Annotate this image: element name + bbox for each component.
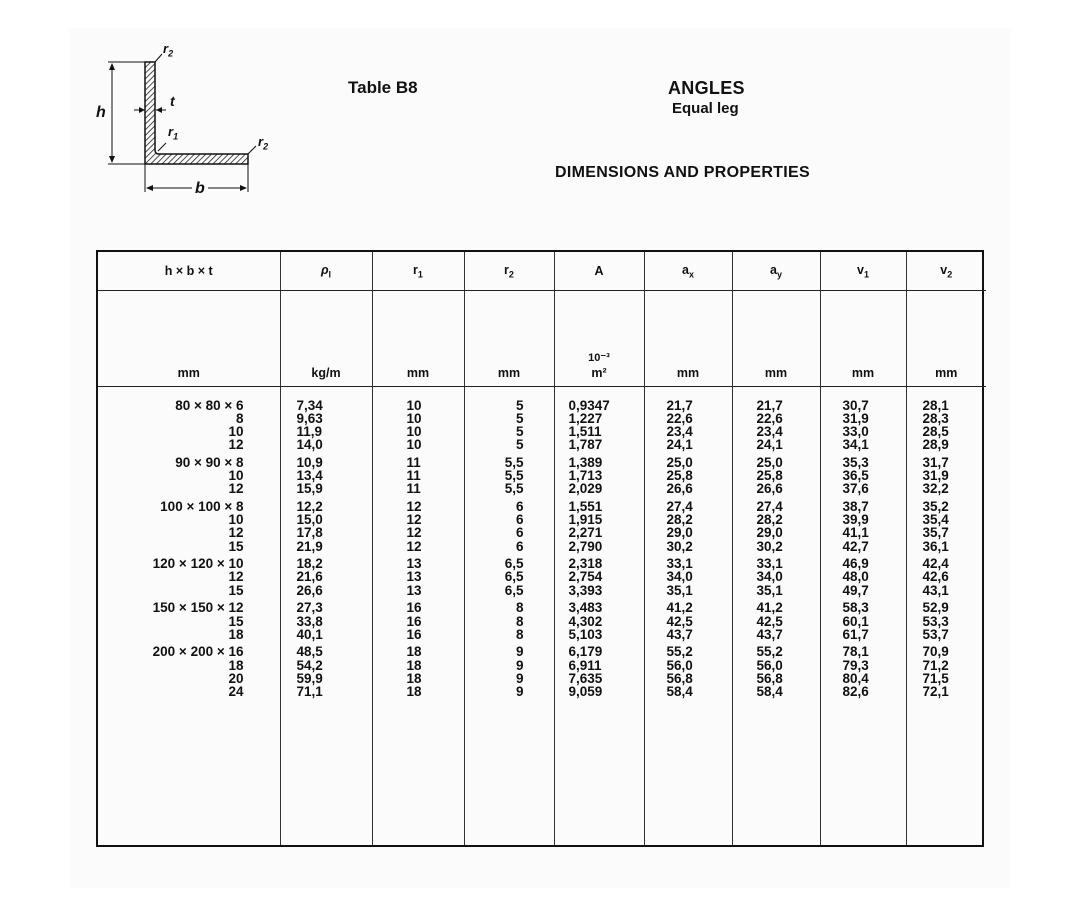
cell-A: 1,713 xyxy=(568,468,603,484)
cell-r1: 10 xyxy=(406,423,422,439)
unit-size: mm xyxy=(98,290,280,386)
cell-v1: 34,1 xyxy=(842,437,869,453)
group-0-v2 xyxy=(923,399,987,452)
cell-rho: 9,63 xyxy=(296,410,323,426)
cell-A: 9,059 xyxy=(568,684,603,700)
cell-ay: 41,2 xyxy=(756,600,783,616)
cell-v1: 82,6 xyxy=(842,684,869,700)
cell-A: 2,754 xyxy=(568,569,603,585)
cell-ax: 28,2 xyxy=(666,512,693,528)
group-2-rho xyxy=(297,500,372,553)
cell-sizes: 12 xyxy=(228,569,244,585)
cell-ay: 34,0 xyxy=(756,569,783,585)
group-3-sizes xyxy=(98,557,244,597)
col-rho-header: $\rho_l$ xyxy=(280,252,372,290)
cell-v1: 33,0 xyxy=(842,423,869,439)
cell-v2: 35,4 xyxy=(922,512,949,528)
group-5-r2 xyxy=(465,645,524,698)
cell-ay: 30,2 xyxy=(756,538,783,554)
cell-sizes: 10 xyxy=(228,512,244,528)
cell-r1: 18 xyxy=(406,644,422,660)
cell-v1: 79,3 xyxy=(842,657,869,673)
cell-ay: 42,5 xyxy=(756,613,783,629)
cell-v2: 31,9 xyxy=(922,468,949,484)
label-b: b xyxy=(192,180,208,198)
cell-r2: 6,5 xyxy=(504,569,524,585)
group-3-rho xyxy=(297,557,372,597)
cell-v1: 30,7 xyxy=(842,397,869,413)
group-2-v2 xyxy=(923,500,987,553)
group-4-ax xyxy=(667,601,732,641)
cell-ax: 27,4 xyxy=(666,498,693,514)
cell-sizes: 8 xyxy=(235,410,244,426)
cell-rho: 59,9 xyxy=(296,670,323,686)
group-1-v1 xyxy=(843,456,906,496)
label-r2-right: $r_2$ xyxy=(258,134,269,152)
cell-r1: 13 xyxy=(406,569,422,585)
cell-rho: 15,0 xyxy=(296,512,323,528)
group-5-v1 xyxy=(843,645,906,698)
cell-sizes: 12 xyxy=(228,437,244,453)
cell-v2: 28,5 xyxy=(922,423,949,439)
group-4-r2 xyxy=(465,601,524,641)
cell-sizes: 100 × 100 × 8 xyxy=(160,498,244,514)
cell-ax: 24,1 xyxy=(666,437,693,453)
group-0-A xyxy=(569,399,644,452)
group-4-r1 xyxy=(407,601,464,641)
cell-sizes: 10 xyxy=(228,423,244,439)
cell-ay: 25,8 xyxy=(756,468,783,484)
cell-ay: 25,0 xyxy=(756,454,783,470)
cell-v2: 52,9 xyxy=(922,600,949,616)
cell-v2: 43,1 xyxy=(922,582,949,598)
cell-v2: 71,2 xyxy=(922,657,949,673)
group-1-v2 xyxy=(923,456,987,496)
cell-ay: 35,1 xyxy=(756,582,783,598)
group-5-rho xyxy=(297,645,372,698)
cell-r1: 10 xyxy=(406,410,422,426)
cell-ax: 26,6 xyxy=(666,481,693,497)
col-rho xyxy=(280,386,372,845)
cell-v1: 35,3 xyxy=(842,454,869,470)
cell-r1: 16 xyxy=(406,600,422,616)
cell-A: 3,393 xyxy=(568,582,603,598)
cell-ax: 25,8 xyxy=(666,468,693,484)
cell-sizes: 150 × 150 × 12 xyxy=(152,600,244,616)
cell-ay: 56,0 xyxy=(756,657,783,673)
col-ay xyxy=(732,386,820,845)
cell-v2: 28,3 xyxy=(922,410,949,426)
group-4-A xyxy=(569,601,644,641)
cell-A: 5,103 xyxy=(568,626,603,642)
cell-r2: 6 xyxy=(515,538,524,554)
cell-ay: 29,0 xyxy=(756,525,783,541)
header-unit-row xyxy=(98,290,986,386)
unit-r2: mm xyxy=(464,290,554,386)
cell-v1: 49,7 xyxy=(842,582,869,598)
cell-r1: 18 xyxy=(406,657,422,673)
cell-v2: 35,2 xyxy=(922,498,949,514)
cell-ax: 43,7 xyxy=(666,626,693,642)
cell-r2: 6 xyxy=(515,498,524,514)
cell-r2: 9 xyxy=(515,644,524,660)
cell-ax: 21,7 xyxy=(666,397,693,413)
cell-ay: 43,7 xyxy=(756,626,783,642)
group-3-r2 xyxy=(465,557,524,597)
cell-A: 1,551 xyxy=(568,498,603,514)
group-1-rho xyxy=(297,456,372,496)
cell-A: 6,911 xyxy=(568,657,602,673)
cell-v1: 78,1 xyxy=(842,644,869,660)
group-4-ay xyxy=(757,601,820,641)
group-5-sizes xyxy=(98,645,244,698)
cell-v2: 28,9 xyxy=(922,437,949,453)
col-ay-header: $a_y$ xyxy=(732,252,820,290)
cell-v1: 42,7 xyxy=(842,538,869,554)
cell-v2: 53,7 xyxy=(922,626,949,642)
cell-ay: 21,7 xyxy=(756,397,783,413)
group-4-sizes xyxy=(98,601,244,641)
cell-ax: 29,0 xyxy=(666,525,693,541)
cell-r2: 6 xyxy=(515,525,524,541)
cell-A: 0,9347 xyxy=(568,397,610,413)
cell-v2: 31,7 xyxy=(922,454,949,470)
cell-ax: 25,0 xyxy=(666,454,693,470)
cell-rho: 15,9 xyxy=(296,481,323,497)
cell-rho: 7,34 xyxy=(296,397,323,413)
cell-v1: 48,0 xyxy=(842,569,869,585)
cell-A: 2,029 xyxy=(568,481,603,497)
group-5-A xyxy=(569,645,644,698)
cell-rho: 17,8 xyxy=(296,525,323,541)
col-ax xyxy=(644,386,732,845)
group-2-ay xyxy=(757,500,820,553)
cell-r1: 18 xyxy=(406,684,422,700)
group-5-ax xyxy=(667,645,732,698)
cell-v1: 39,9 xyxy=(842,512,869,528)
cell-r1: 12 xyxy=(406,498,422,514)
cell-v2: 53,3 xyxy=(922,613,949,629)
cell-v1: 38,7 xyxy=(842,498,869,514)
cell-r2: 6 xyxy=(515,512,524,528)
cell-r1: 16 xyxy=(406,626,422,642)
cell-rho: 27,3 xyxy=(296,600,323,616)
cell-sizes: 15 xyxy=(228,613,244,629)
group-4-v2 xyxy=(923,601,987,641)
cell-v1: 58,3 xyxy=(842,600,869,616)
cell-rho: 21,6 xyxy=(296,569,323,585)
cell-rho: 48,5 xyxy=(296,644,323,660)
col-v2 xyxy=(906,386,986,845)
cell-r1: 18 xyxy=(406,670,422,686)
cell-v1: 41,1 xyxy=(842,525,869,541)
cell-v1: 31,9 xyxy=(842,410,869,426)
cell-A: 6,179 xyxy=(568,644,603,660)
cell-ay: 24,1 xyxy=(756,437,783,453)
col-ax-header: $a_x$ xyxy=(644,252,732,290)
cell-ay: 22,6 xyxy=(756,410,783,426)
table-body-row xyxy=(98,386,986,845)
cell-r2: 9 xyxy=(515,684,524,700)
cell-r1: 11 xyxy=(406,481,421,497)
label-r2-top: $r_2$ xyxy=(163,41,174,59)
col-r1 xyxy=(372,386,464,845)
cell-r2: 8 xyxy=(515,626,524,642)
group-2-r1 xyxy=(407,500,464,553)
cell-r2: 9 xyxy=(515,670,524,686)
cell-v2: 36,1 xyxy=(922,538,949,554)
group-2-A xyxy=(569,500,644,553)
cell-sizes: 18 xyxy=(228,657,244,673)
cell-ax: 56,0 xyxy=(666,657,693,673)
cell-v2: 72,1 xyxy=(922,684,949,700)
group-3-ay xyxy=(757,557,820,597)
group-0-rho xyxy=(297,399,372,452)
cell-ax: 34,0 xyxy=(666,569,693,585)
header-symbol-row xyxy=(98,252,986,290)
cell-A: 1,511 xyxy=(568,423,602,439)
cell-ax: 35,1 xyxy=(666,582,693,598)
page-subtitle: Equal leg xyxy=(672,100,739,117)
cell-sizes: 10 xyxy=(228,468,244,484)
cell-v1: 61,7 xyxy=(842,626,869,642)
col-v1 xyxy=(820,386,906,845)
cell-A: 2,318 xyxy=(568,556,603,572)
cell-r2: 6,5 xyxy=(504,582,524,598)
cell-sizes: 15 xyxy=(228,538,244,554)
cell-ay: 27,4 xyxy=(756,498,783,514)
cell-A: 2,271 xyxy=(568,525,603,541)
cell-r1: 12 xyxy=(406,538,422,554)
cell-r1: 10 xyxy=(406,397,422,413)
cell-sizes: 15 xyxy=(228,582,244,598)
cell-ax: 42,5 xyxy=(666,613,693,629)
cell-ay: 55,2 xyxy=(756,644,783,660)
cell-v2: 42,4 xyxy=(922,556,949,572)
cell-rho: 14,0 xyxy=(296,437,323,453)
cell-rho: 33,8 xyxy=(296,613,323,629)
group-0-v1 xyxy=(843,399,906,452)
group-0-ay xyxy=(757,399,820,452)
cell-r1: 11 xyxy=(406,468,421,484)
cell-r2: 5,5 xyxy=(504,468,524,484)
unit-A: 10⁻³ m² xyxy=(554,290,644,386)
group-0-ax xyxy=(667,399,732,452)
cell-v2: 42,6 xyxy=(922,569,949,585)
group-3-v2 xyxy=(923,557,987,597)
col-v1-header: $v_1$ xyxy=(820,252,906,290)
group-4-rho xyxy=(297,601,372,641)
col-r2-header: $r_2$ xyxy=(464,252,554,290)
cell-ax: 23,4 xyxy=(666,423,693,439)
col-A xyxy=(554,386,644,845)
cell-A: 1,915 xyxy=(568,512,603,528)
cell-r2: 5 xyxy=(515,423,524,439)
cell-ax: 33,1 xyxy=(666,556,693,572)
properties-table-frame xyxy=(96,250,984,847)
cell-rho: 18,2 xyxy=(296,556,323,572)
cell-A: 7,635 xyxy=(568,670,603,686)
cell-r1: 12 xyxy=(406,512,422,528)
cell-r1: 16 xyxy=(406,613,422,629)
properties-table xyxy=(98,252,986,845)
section-title: DIMENSIONS AND PROPERTIES xyxy=(555,164,810,181)
label-t: t xyxy=(170,93,175,109)
cell-ax: 41,2 xyxy=(666,600,693,616)
cell-ax: 55,2 xyxy=(666,644,693,660)
cell-A: 4,302 xyxy=(568,613,603,629)
cell-ax: 22,6 xyxy=(666,410,693,426)
cell-sizes: 80 × 80 × 6 xyxy=(175,397,244,413)
cell-v2: 35,7 xyxy=(922,525,949,541)
cell-A: 1,787 xyxy=(568,437,603,453)
unit-r1: mm xyxy=(372,290,464,386)
cell-r2: 6,5 xyxy=(504,556,524,572)
group-3-A xyxy=(569,557,644,597)
cell-rho: 10,9 xyxy=(296,454,323,470)
group-5-v2 xyxy=(923,645,987,698)
cell-v1: 60,1 xyxy=(842,613,869,629)
cell-v2: 70,9 xyxy=(922,644,949,660)
col-r2 xyxy=(464,386,554,845)
group-1-sizes xyxy=(98,456,244,496)
cell-v2: 32,2 xyxy=(922,481,949,497)
cell-rho: 26,6 xyxy=(296,582,323,598)
group-1-ax xyxy=(667,456,732,496)
cell-r2: 9 xyxy=(515,657,524,673)
cell-r1: 13 xyxy=(406,556,422,572)
cell-rho: 21,9 xyxy=(296,538,323,554)
cell-r2: 5,5 xyxy=(504,481,524,497)
cell-r1: 11 xyxy=(406,454,421,470)
unit-ay: mm xyxy=(732,290,820,386)
cell-r2: 8 xyxy=(515,613,524,629)
cell-r2: 8 xyxy=(515,600,524,616)
cell-ax: 30,2 xyxy=(666,538,693,554)
cell-sizes: 12 xyxy=(228,481,244,497)
cell-sizes: 200 × 200 × 16 xyxy=(152,644,244,660)
table-number: Table B8 xyxy=(348,78,418,97)
unit-v2: mm xyxy=(906,290,986,386)
cell-ax: 56,8 xyxy=(666,670,693,686)
cell-v2: 28,1 xyxy=(922,397,949,413)
group-4-v1 xyxy=(843,601,906,641)
col-A-header: A xyxy=(554,252,644,290)
cell-rho: 12,2 xyxy=(296,498,323,514)
cell-r1: 12 xyxy=(406,525,422,541)
group-5-r1 xyxy=(407,645,464,698)
cell-rho: 13,4 xyxy=(296,468,323,484)
group-1-A xyxy=(569,456,644,496)
cell-A: 2,790 xyxy=(568,538,603,554)
angle-section-diagram xyxy=(100,50,270,200)
group-1-ay xyxy=(757,456,820,496)
cell-v1: 37,6 xyxy=(842,481,869,497)
unit-rho: kg/m xyxy=(280,290,372,386)
unit-v1: mm xyxy=(820,290,906,386)
cell-rho: 71,1 xyxy=(296,684,323,700)
cell-r2: 5 xyxy=(515,437,524,453)
multiplier-A: 10⁻³ xyxy=(588,351,610,364)
cell-r1: 10 xyxy=(406,437,422,453)
cell-sizes: 18 xyxy=(228,626,244,642)
group-0-r2 xyxy=(465,399,524,452)
group-0-r1 xyxy=(407,399,464,452)
cell-v1: 46,9 xyxy=(842,556,869,572)
cell-sizes: 90 × 90 × 8 xyxy=(175,454,244,470)
cell-ay: 23,4 xyxy=(756,423,783,439)
cell-ay: 58,4 xyxy=(756,684,783,700)
cell-ay: 28,2 xyxy=(756,512,783,528)
cell-rho: 11,9 xyxy=(296,423,323,439)
group-0-sizes xyxy=(98,399,244,452)
label-h: h xyxy=(96,104,106,121)
group-1-r1 xyxy=(407,456,464,496)
col-size-header: h × b × t xyxy=(98,252,280,290)
cell-r2: 5,5 xyxy=(504,454,524,470)
col-r1-header: $r_1$ xyxy=(372,252,464,290)
group-3-v1 xyxy=(843,557,906,597)
cell-ay: 26,6 xyxy=(756,481,783,497)
cell-A: 3,483 xyxy=(568,600,603,616)
cell-ay: 33,1 xyxy=(756,556,783,572)
cell-ax: 58,4 xyxy=(666,684,693,700)
cell-rho: 54,2 xyxy=(296,657,323,673)
cell-A: 1,389 xyxy=(568,454,603,470)
cell-v1: 80,4 xyxy=(842,670,869,686)
cell-rho: 40,1 xyxy=(296,626,323,642)
group-2-ax xyxy=(667,500,732,553)
cell-A: 1,227 xyxy=(568,410,603,426)
col-v2-header: $v_2$ xyxy=(906,252,986,290)
group-3-r1 xyxy=(407,557,464,597)
cell-sizes: 20 xyxy=(228,670,244,686)
group-1-r2 xyxy=(465,456,524,496)
cell-r2: 5 xyxy=(515,397,524,413)
page-title: ANGLES xyxy=(668,78,745,98)
cell-sizes: 12 xyxy=(228,525,244,541)
group-3-ax xyxy=(667,557,732,597)
group-2-sizes xyxy=(98,500,244,553)
group-2-v1 xyxy=(843,500,906,553)
cell-r1: 13 xyxy=(406,582,422,598)
cell-sizes: 120 × 120 × 10 xyxy=(152,556,244,572)
unit-ax: mm xyxy=(644,290,732,386)
label-r1: $r_1$ xyxy=(168,124,179,142)
cell-r2: 5 xyxy=(515,410,524,426)
cell-ay: 56,8 xyxy=(756,670,783,686)
group-5-ay xyxy=(757,645,820,698)
cell-v2: 71,5 xyxy=(922,670,949,686)
cell-sizes: 24 xyxy=(228,684,244,700)
group-2-r2 xyxy=(465,500,524,553)
cell-v1: 36,5 xyxy=(842,468,869,484)
col-size xyxy=(98,386,280,845)
